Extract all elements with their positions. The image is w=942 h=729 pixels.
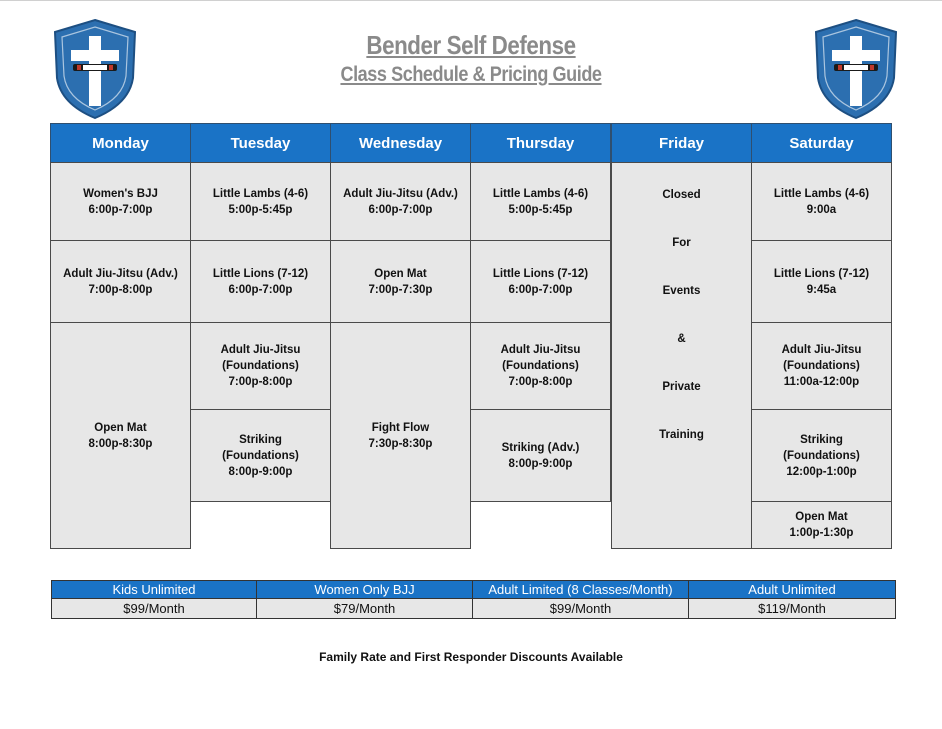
class-cell bbox=[470, 322, 611, 410]
class-subtitle: (Foundations) bbox=[222, 360, 299, 372]
class-cell bbox=[470, 162, 611, 241]
closed-line: Closed bbox=[662, 189, 701, 201]
column-tuesday bbox=[190, 123, 331, 549]
class-cell bbox=[330, 240, 471, 323]
class-time: 7:00p-8:00p bbox=[508, 376, 573, 388]
class-name: Open Mat bbox=[795, 511, 848, 523]
class-cell bbox=[751, 162, 892, 241]
plan-price: $79/Month bbox=[257, 599, 473, 619]
class-subtitle: (Foundations) bbox=[222, 449, 299, 462]
plan-label: Adult Unlimited bbox=[689, 581, 896, 599]
class-time: 6:00p-7:00p bbox=[368, 203, 433, 216]
class-time: 11:00a-12:00p bbox=[783, 376, 860, 388]
column-saturday bbox=[751, 123, 892, 549]
class-cell bbox=[50, 322, 191, 549]
day-header-tuesday: Tuesday bbox=[190, 123, 331, 163]
class-cell bbox=[190, 322, 331, 410]
class-name: Women's BJJ bbox=[83, 187, 158, 200]
class-name: Fight Flow bbox=[371, 421, 430, 434]
class-name: Open Mat bbox=[374, 267, 427, 280]
plan-label: Women Only BJJ bbox=[257, 581, 473, 599]
class-cell bbox=[470, 409, 611, 502]
class-time: 6:00p-7:00p bbox=[508, 283, 573, 296]
class-time: 5:00p-5:45p bbox=[508, 203, 573, 216]
class-cell bbox=[190, 240, 331, 323]
class-cell bbox=[330, 162, 471, 241]
class-cell bbox=[50, 162, 191, 241]
column-friday bbox=[611, 123, 752, 549]
pricing-header-row bbox=[52, 581, 896, 599]
column-monday bbox=[50, 123, 191, 549]
class-name: Little Lambs (4-6) bbox=[773, 187, 870, 200]
class-time: 7:00p-8:00p bbox=[228, 376, 293, 388]
class-name: Striking (Adv.) bbox=[501, 441, 580, 454]
column-thursday bbox=[470, 123, 611, 549]
class-time: 1:00p-1:30p bbox=[789, 527, 854, 539]
class-cell bbox=[470, 240, 611, 323]
class-time: 12:00p-1:00p bbox=[786, 465, 857, 478]
class-cell bbox=[190, 162, 331, 241]
class-time: 5:00p-5:45p bbox=[228, 203, 293, 216]
page-title: Bender Self Defense bbox=[366, 30, 576, 60]
class-name: Open Mat bbox=[94, 421, 147, 434]
column-wednesday bbox=[330, 123, 471, 549]
day-header-saturday: Saturday bbox=[751, 123, 892, 163]
class-subtitle: (Foundations) bbox=[502, 360, 579, 372]
closed-line: Events bbox=[662, 285, 701, 297]
day-header-monday: Monday bbox=[50, 123, 191, 163]
class-subtitle: (Foundations) bbox=[783, 449, 860, 462]
class-name: Striking bbox=[239, 433, 282, 446]
class-time: 8:00p-9:00p bbox=[508, 457, 573, 470]
class-time: 6:00p-7:00p bbox=[228, 283, 293, 296]
plan-price: $119/Month bbox=[689, 599, 896, 619]
class-cell bbox=[751, 322, 892, 410]
class-name: Little Lambs (4-6) bbox=[492, 187, 589, 200]
class-name: Little Lions (7-12) bbox=[212, 267, 309, 280]
closed-notice bbox=[611, 162, 752, 549]
class-name: Little Lions (7-12) bbox=[492, 267, 589, 280]
class-time: 6:00p-7:00p bbox=[88, 203, 153, 216]
class-cell bbox=[751, 240, 892, 323]
pricing-value-row bbox=[52, 599, 896, 619]
class-name: Adult Jiu-Jitsu bbox=[220, 344, 301, 356]
class-time: 8:00p-8:30p bbox=[88, 437, 153, 450]
class-cell bbox=[751, 501, 892, 549]
class-time: 9:45a bbox=[806, 283, 837, 296]
discount-note: Family Rate and First Responder Discounts Available bbox=[319, 650, 623, 664]
plan-label: Adult Limited (8 Classes/Month) bbox=[473, 581, 689, 599]
class-name: Adult Jiu-Jitsu bbox=[781, 344, 862, 356]
day-header-thursday: Thursday bbox=[470, 123, 611, 163]
class-subtitle: (Foundations) bbox=[783, 360, 860, 372]
closed-line: For bbox=[672, 237, 691, 249]
day-header-wednesday: Wednesday bbox=[330, 123, 471, 163]
plan-price: $99/Month bbox=[52, 599, 257, 619]
class-time: 8:00p-9:00p bbox=[228, 465, 293, 478]
page-subtitle: Class Schedule & Pricing Guide bbox=[340, 63, 602, 86]
class-name: Little Lambs (4-6) bbox=[212, 187, 309, 200]
closed-line: & bbox=[677, 333, 686, 345]
class-name: Adult Jiu-Jitsu bbox=[500, 344, 581, 356]
class-name: Adult Jiu-Jitsu (Adv.) bbox=[63, 267, 178, 280]
class-name: Little Lions (7-12) bbox=[773, 267, 870, 280]
plan-label: Kids Unlimited bbox=[52, 581, 257, 599]
plan-price: $99/Month bbox=[473, 599, 689, 619]
class-cell bbox=[330, 322, 471, 549]
closed-line: Training bbox=[659, 429, 704, 441]
class-cell bbox=[751, 409, 892, 502]
class-name: Adult Jiu-Jitsu (Adv.) bbox=[343, 187, 458, 200]
pricing-table bbox=[51, 580, 896, 619]
closed-line: Private bbox=[662, 381, 701, 393]
day-header-friday: Friday bbox=[611, 123, 752, 163]
class-cell bbox=[50, 240, 191, 323]
class-time: 9:00a bbox=[806, 203, 837, 216]
top-border bbox=[0, 0, 942, 1]
class-time: 7:00p-7:30p bbox=[368, 283, 433, 296]
class-cell bbox=[190, 409, 331, 502]
class-name: Striking bbox=[800, 433, 843, 446]
class-time: 7:00p-8:00p bbox=[88, 283, 153, 296]
class-time: 7:30p-8:30p bbox=[368, 437, 433, 450]
